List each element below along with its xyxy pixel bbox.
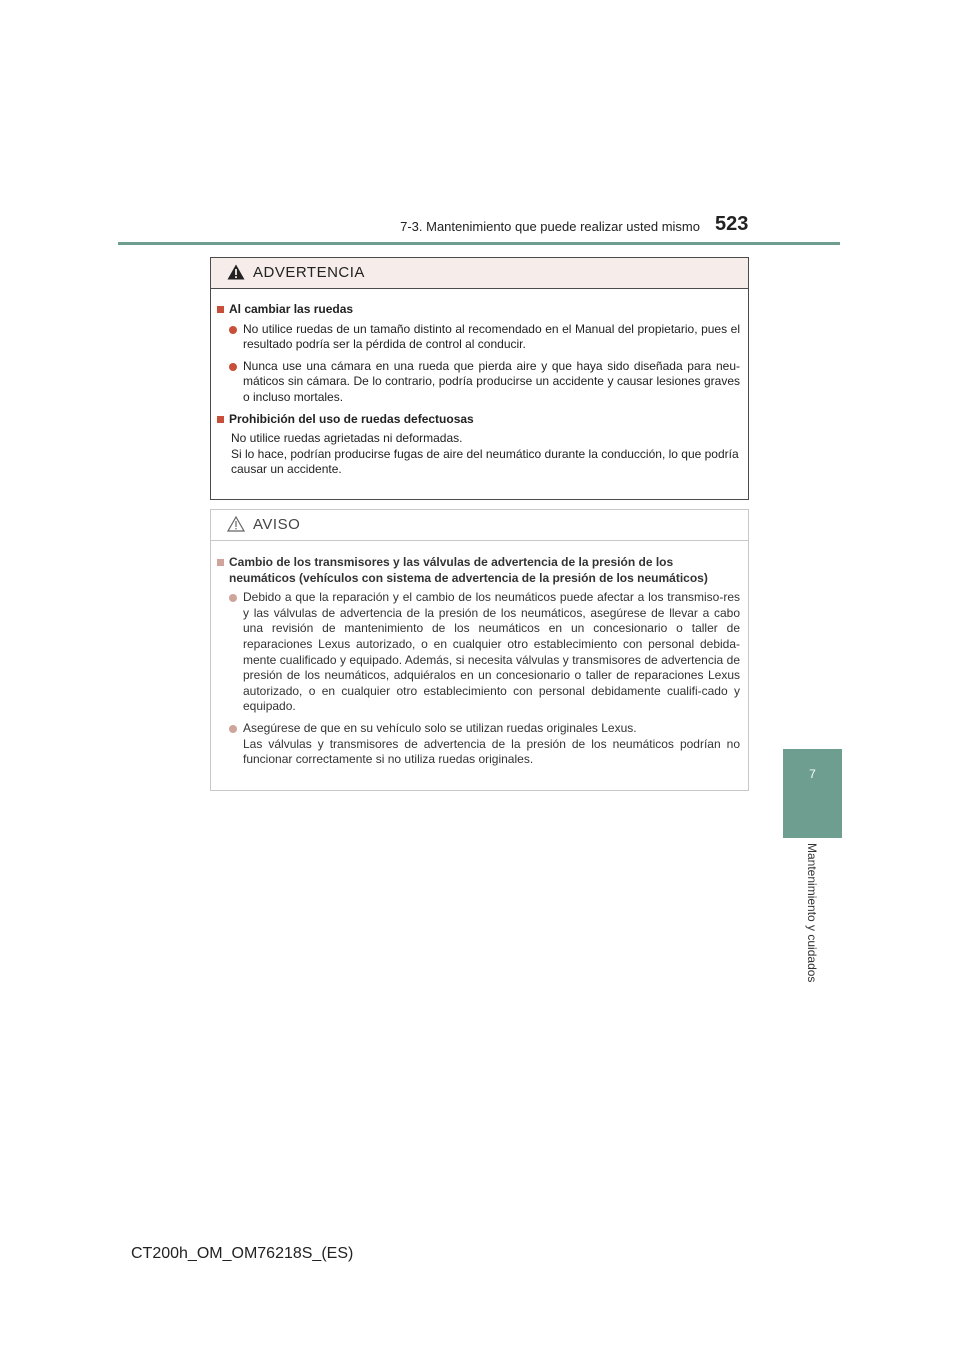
chapter-tab xyxy=(783,749,842,838)
circle-bullet-icon xyxy=(229,594,237,602)
notice-section xyxy=(217,555,740,768)
notice-box xyxy=(210,509,749,791)
warning-label: ADVERTENCIA xyxy=(253,264,365,281)
section-heading xyxy=(217,412,740,428)
chapter-label: Mantenimiento y cuidados xyxy=(805,843,819,983)
section-heading-text: Prohibición del uso de ruedas defectuosas xyxy=(229,411,474,426)
list-item xyxy=(217,322,740,353)
header-divider xyxy=(118,242,840,245)
square-bullet-icon xyxy=(217,306,224,313)
page-number: 523 xyxy=(715,213,749,235)
circle-bullet-icon xyxy=(229,725,237,733)
section-heading xyxy=(217,302,740,318)
list-item xyxy=(217,721,740,737)
section-heading-text: Cambio de los transmisores y las válvulas de advertencia de la presión de los neumáticos (vehículos con sistema de advertencia de la presión de los neumáticos) xyxy=(229,555,708,585)
notice-label: AVISO xyxy=(253,516,301,533)
notice-content xyxy=(217,555,740,774)
list-item-text: Las válvulas y transmisores de advertencia de la presión de los neumáticos podrían no funcionar correctamente si no utiliza ruedas originales. xyxy=(243,736,740,767)
list-item xyxy=(217,359,740,406)
list-item-continuation xyxy=(217,737,740,768)
warning-header xyxy=(211,258,748,289)
warning-section xyxy=(217,302,740,406)
warning-section xyxy=(217,412,740,478)
notice-header xyxy=(211,510,748,541)
section-heading xyxy=(217,555,740,586)
warning-triangle-icon xyxy=(227,264,245,280)
circle-bullet-icon xyxy=(229,363,237,371)
caution-triangle-icon xyxy=(227,516,245,532)
chapter-number: 7 xyxy=(809,767,816,781)
document-code: CT200h_OM_OM76218S_(ES) xyxy=(131,1245,354,1262)
paragraph: Si lo hace, podrían producirse fugas de aire del neumático durante la conducción, lo que podría causar un accidente. xyxy=(231,446,739,477)
list-item-text: Asegúrese de que en su vehículo solo se utilizan ruedas originales Lexus. xyxy=(243,720,637,735)
square-bullet-icon xyxy=(217,416,224,423)
warning-content xyxy=(217,302,740,478)
square-bullet-icon xyxy=(217,559,224,566)
list-item-text: Nunca use una cámara en una rueda que pierda aire y que haya sido diseñada para neu-máticos sin cámara. De lo contrario, podría producirse un accidente y causar lesiones graves o incluso mortales. xyxy=(243,358,740,404)
list-item-text: Debido a que la reparación y el cambio de los neumáticos puede afectar a los transmiso-res y las válvulas de advertencia de la presión de los neumáticos, asegúrese de llevar a cabo una revisión de mantenimiento de los neumáticos en un concesionario o taller de reparaciones Lexus autorizado, o en cualquier otro establecimiento con personal debida-mente cualificado y equipado. Además, si necesita válvulas y transmisores de advertencia de presión de los neumáticos, adquiéralos en un concesionario o taller de reparaciones Lexus autorizado, o en cualquier otro establecimiento con personal debidamente cualifi-cado y equipado. xyxy=(243,590,740,714)
paragraph: No utilice ruedas agrietadas ni deformadas. xyxy=(231,431,463,446)
section-heading-text: Al cambiar las ruedas xyxy=(229,302,354,316)
circle-bullet-icon xyxy=(229,326,237,334)
section-title: 7-3. Mantenimiento que puede realizar usted mismo xyxy=(400,219,700,234)
list-item-text: No utilice ruedas de un tamaño distinto al recomendado en el Manual del propietario, pues el resultado podría ser la pérdida de control al conducir. xyxy=(243,321,740,352)
list-item xyxy=(217,590,740,715)
warning-box xyxy=(210,257,749,500)
